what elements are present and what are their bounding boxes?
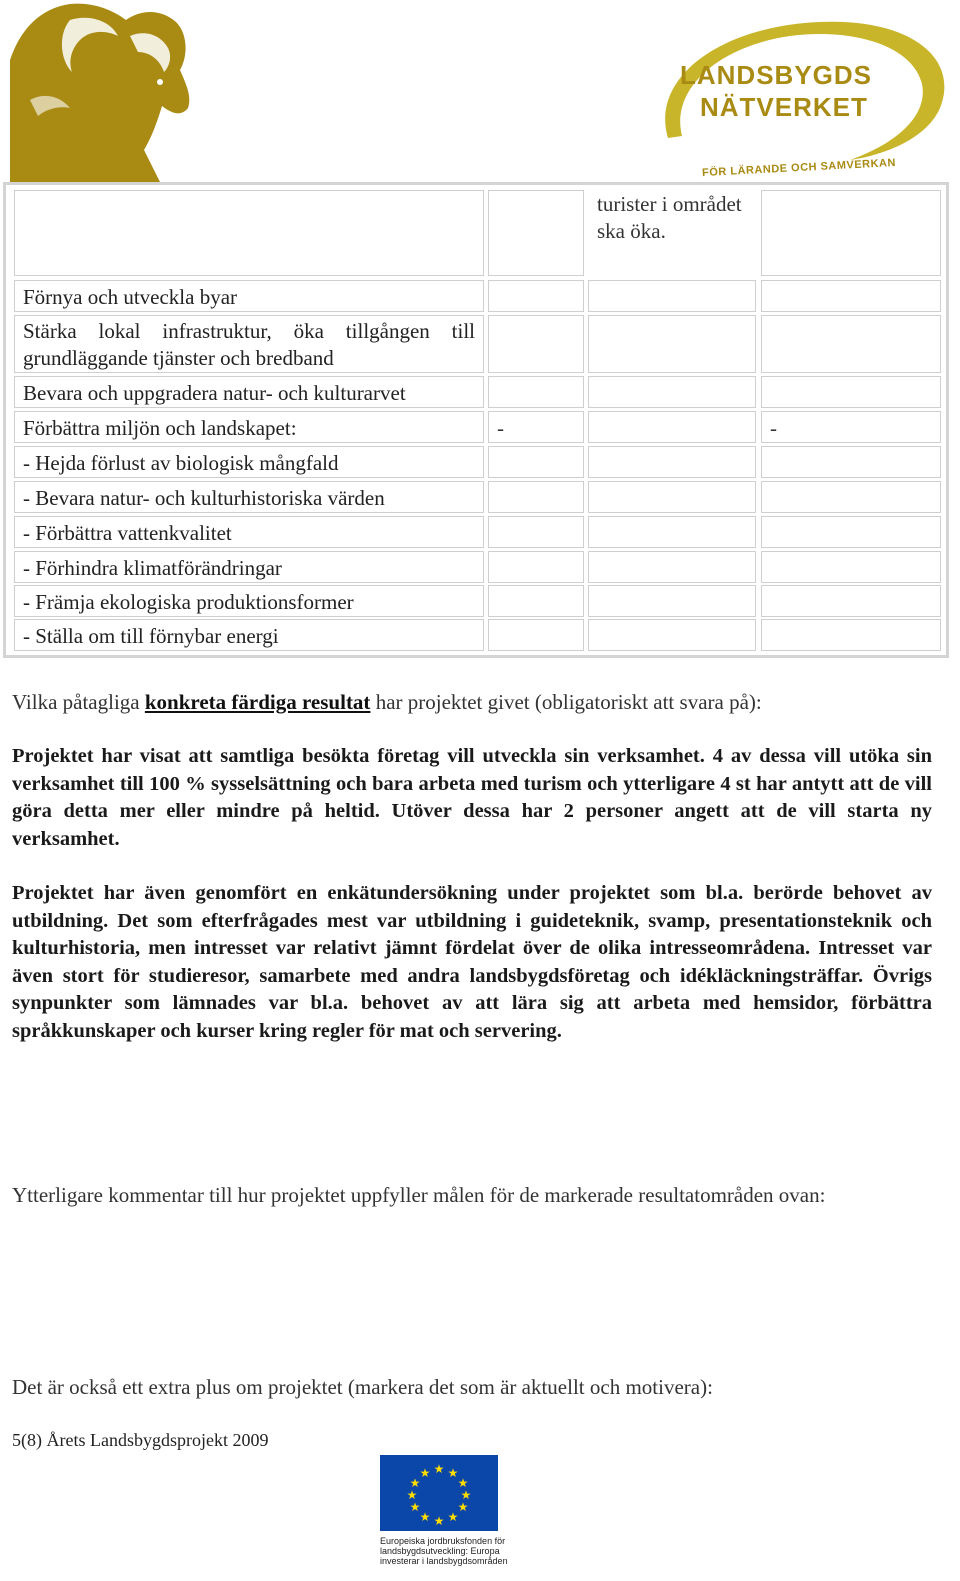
table-row-label: - Främja ekologiska produktionsformer: [14, 585, 484, 617]
eu-caption-line: Europeiska jordbruksfonden för: [380, 1536, 506, 1546]
table-row-label: Bevara och uppgradera natur- och kulturarvet: [14, 376, 484, 408]
table-cell: [761, 481, 941, 513]
table-cell-goal: turister i området ska öka.: [597, 192, 742, 243]
table-cell: [588, 280, 756, 312]
table-cell: [488, 190, 584, 276]
svg-text:★: ★: [457, 1500, 469, 1514]
answer-paragraph-1: Projektet har visat att samtliga besökta företag vill utveckla sin verksamhet. 4 av dessa vill utöka sin verksamhet till 100 % sysselsättning och bara arbeta med turism och ytterligare 4 st har antytt att de vill göra detta mer eller mindre på heltid. Utöver dessa har 2 personer angett att de vill starta ny verksamhet.: [12, 745, 932, 850]
table-cell: [588, 481, 756, 513]
svg-text:★: ★: [419, 1466, 431, 1480]
table-row-label: - Förhindra klimatförändringar: [14, 551, 484, 583]
table-cell: [588, 376, 756, 408]
question-additional-comment: Ytterligare kommentar till hur projektet uppfyller målen för de markerade resultatområden ovan:: [12, 1183, 826, 1207]
table-cell: [588, 516, 756, 548]
table-cell: [761, 551, 941, 583]
table-cell: [588, 619, 756, 651]
table-cell: [588, 585, 756, 617]
svg-text:★: ★: [419, 1510, 431, 1524]
table-row-label: - Bevara natur- och kulturhistoriska värden: [14, 481, 484, 513]
logo-line1: LANDSBYGDS: [680, 60, 873, 90]
table-row-label: - Ställa om till förnybar energi: [14, 619, 484, 651]
question-concrete-results: [12, 688, 762, 716]
eu-flag-icon: [380, 1455, 498, 1531]
table-cell: [488, 516, 584, 548]
eu-caption-line: investerar i landsbygdsområden: [380, 1556, 508, 1566]
page-footer: 5(8) Årets Landsbygdsprojekt 2009: [12, 1430, 269, 1450]
table-row-label: Förnya och utveckla byar: [14, 280, 484, 312]
table-cell: [761, 446, 941, 478]
eu-caption-line: landsbygdsutveckling: Europa: [380, 1546, 500, 1556]
table-cell-dash: -: [761, 411, 941, 443]
svg-text:★: ★: [447, 1510, 459, 1524]
table-cell: [588, 551, 756, 583]
table-cell: [761, 280, 941, 312]
eu-caption: [380, 1536, 510, 1566]
table-cell: [761, 376, 941, 408]
table-cell: [761, 190, 941, 276]
table-cell: [488, 585, 584, 617]
table-cell: [761, 516, 941, 548]
logo-line2: NÄTVERKET: [700, 92, 868, 122]
table-cell: [761, 315, 941, 373]
table-cell: [761, 619, 941, 651]
table-cell: [488, 446, 584, 478]
question-emphasis: konkreta färdiga resultat: [144, 690, 371, 714]
question-extra-plus: Det är också ett extra plus om projektet (markera det som är aktuellt och motivera):: [12, 1375, 713, 1399]
table-row-label: Förbättra miljön och landskapet:: [14, 411, 484, 443]
table-cell: [588, 411, 756, 443]
table-cell: [14, 190, 484, 276]
table-cell: [488, 619, 584, 651]
answer-paragraph-2: Projektet har även genomfört en enkätundersökning under projektet som bl.a. berörde behovet av utbildning. Det som efterfrågades mest var utbildning i guideteknik, svamp, presentationsteknik och kulturhistoria, men intresset var relativt jämnt fördelat över de olika intresseområdena. Intresset var även stort för studieresor, samarbete med andra landsbygdsföretag och idékläckningsträffar. Övrigs synpunkter som lämnades var bl.a. behovet av att lära sig att arbeta med hemsidor, förbättra språkkunskaper och kurser kring regler för mat och servering.: [12, 882, 932, 1042]
svg-text:★: ★: [447, 1466, 459, 1480]
svg-text:★: ★: [409, 1500, 421, 1514]
question-suffix: har projektet givet (obligatoriskt att svara på):: [370, 690, 762, 714]
ram-logo-icon: [10, 0, 190, 182]
question-prefix: Vilka påtagliga: [12, 690, 145, 714]
table-cell: [588, 315, 756, 373]
table-cell: [488, 280, 584, 312]
table-cell: [761, 585, 941, 617]
table-cell: [488, 376, 584, 408]
svg-text:★: ★: [409, 1476, 421, 1490]
table-cell: [488, 315, 584, 373]
svg-text:★: ★: [460, 1488, 472, 1502]
svg-text:★: ★: [433, 1514, 445, 1528]
logo-tagline: FÖR LÄRANDE OCH SAMVERKAN: [701, 156, 897, 180]
table-cell: [488, 481, 584, 513]
table-row-label: - Hejda förlust av biologisk mångfald: [14, 446, 484, 478]
table-row-label: - Förbättra vattenkvalitet: [14, 516, 484, 548]
svg-text:★: ★: [406, 1488, 418, 1502]
table-cell: [588, 446, 756, 478]
table-row-label: Stärka lokal infrastruktur, öka tillgången till grundläggande tjänster och bredband: [14, 315, 484, 373]
svg-text:★: ★: [457, 1476, 469, 1490]
table-cell: [488, 551, 584, 583]
svg-text:★: ★: [433, 1462, 445, 1476]
table-cell-dash: -: [488, 411, 584, 443]
result-areas-table: [3, 182, 949, 658]
landsbygdsnatverket-logo: [660, 18, 950, 188]
